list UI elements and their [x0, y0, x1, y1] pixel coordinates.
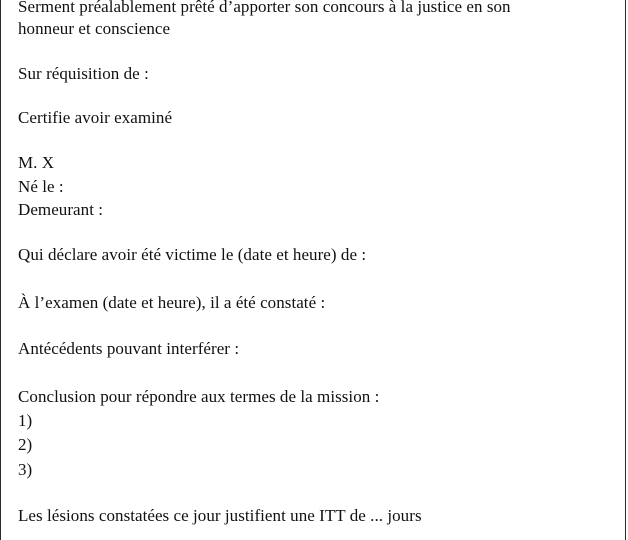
conclusion-item-1: 1) [18, 411, 33, 430]
certification-line: Certifie avoir examiné [18, 108, 173, 127]
itt-line: Les lésions constatées ce jour justifient une ITT de ... jours [18, 506, 422, 525]
requisition-line: Sur réquisition de : [18, 64, 149, 83]
residence-line: Demeurant : [18, 200, 104, 219]
person-line: M. X [18, 153, 55, 172]
conclusion-line: Conclusion pour répondre aux termes de la mission : [18, 387, 380, 406]
conclusion-item-3: 3) [18, 460, 33, 479]
history-line: Antécédents pouvant interférer : [18, 339, 240, 358]
oath-line-2: honneur et conscience [18, 19, 171, 38]
conclusion-item-2: 2) [18, 435, 33, 454]
examination-line: À l’examen (date et heure), il a été constaté : [18, 293, 326, 312]
birth-line: Né le : [18, 177, 64, 196]
declaration-line: Qui déclare avoir été victime le (date et heure) de : [18, 245, 367, 264]
oath-line-1: Serment préalablement prêté d’apporter son concours à la justice en son [18, 0, 511, 16]
